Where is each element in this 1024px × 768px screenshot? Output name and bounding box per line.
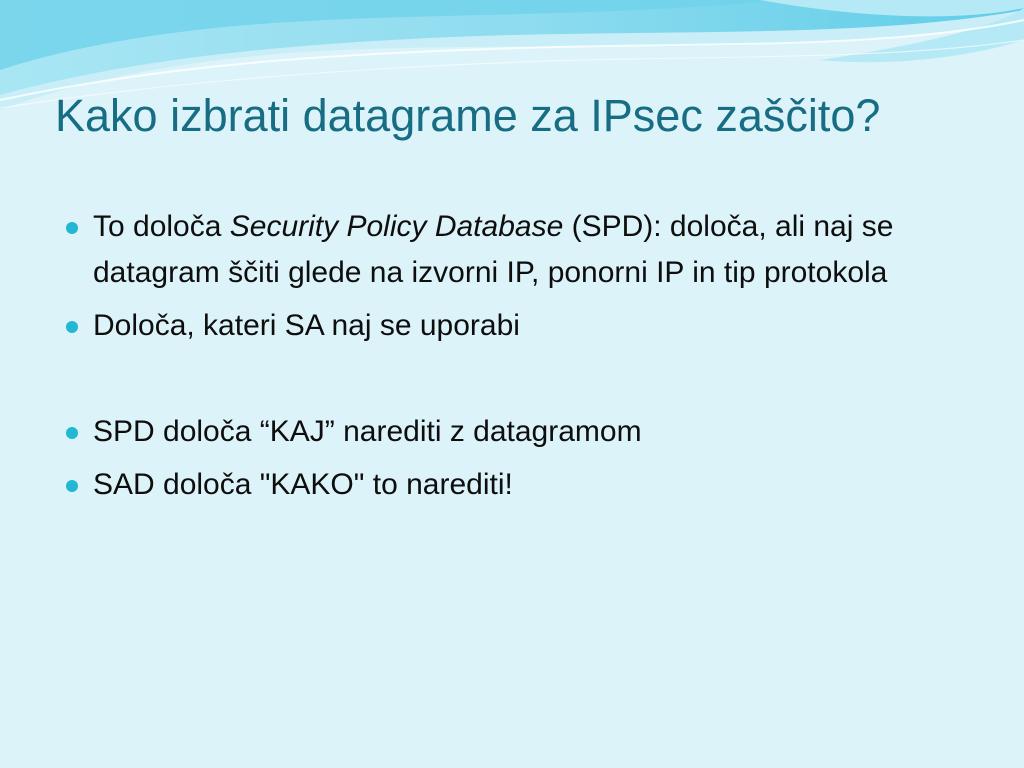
bullet-dot-icon bbox=[66, 321, 78, 333]
bullet-lead-text: To določa bbox=[93, 210, 230, 243]
bullet-tail-text: (SPD): določa, ali naj se datagram ščiti glede na izvorni IP, ponorni IP in tip protokola bbox=[93, 210, 894, 289]
bullet-dot-icon bbox=[66, 480, 78, 492]
bullet-dot-icon bbox=[66, 427, 78, 439]
bullet-item bbox=[60, 303, 960, 349]
slide-title: Kako izbrati datagrame za IPsec zaščito? bbox=[55, 90, 881, 141]
bullet-list bbox=[60, 204, 960, 508]
bullet-item bbox=[60, 462, 960, 508]
bullet-text: SPD določa “KAJ” narediti z datagramom bbox=[93, 415, 642, 448]
bullet-dot-icon bbox=[66, 222, 78, 234]
bullet-text: Določa, kateri SA naj se uporabi bbox=[93, 309, 520, 342]
bullet-italic-text: Security Policy Database bbox=[229, 210, 564, 243]
bullet-item bbox=[60, 204, 933, 296]
bullet-item bbox=[60, 409, 960, 455]
bullet-text: SAD določa "KAKO" to narediti! bbox=[93, 468, 513, 501]
